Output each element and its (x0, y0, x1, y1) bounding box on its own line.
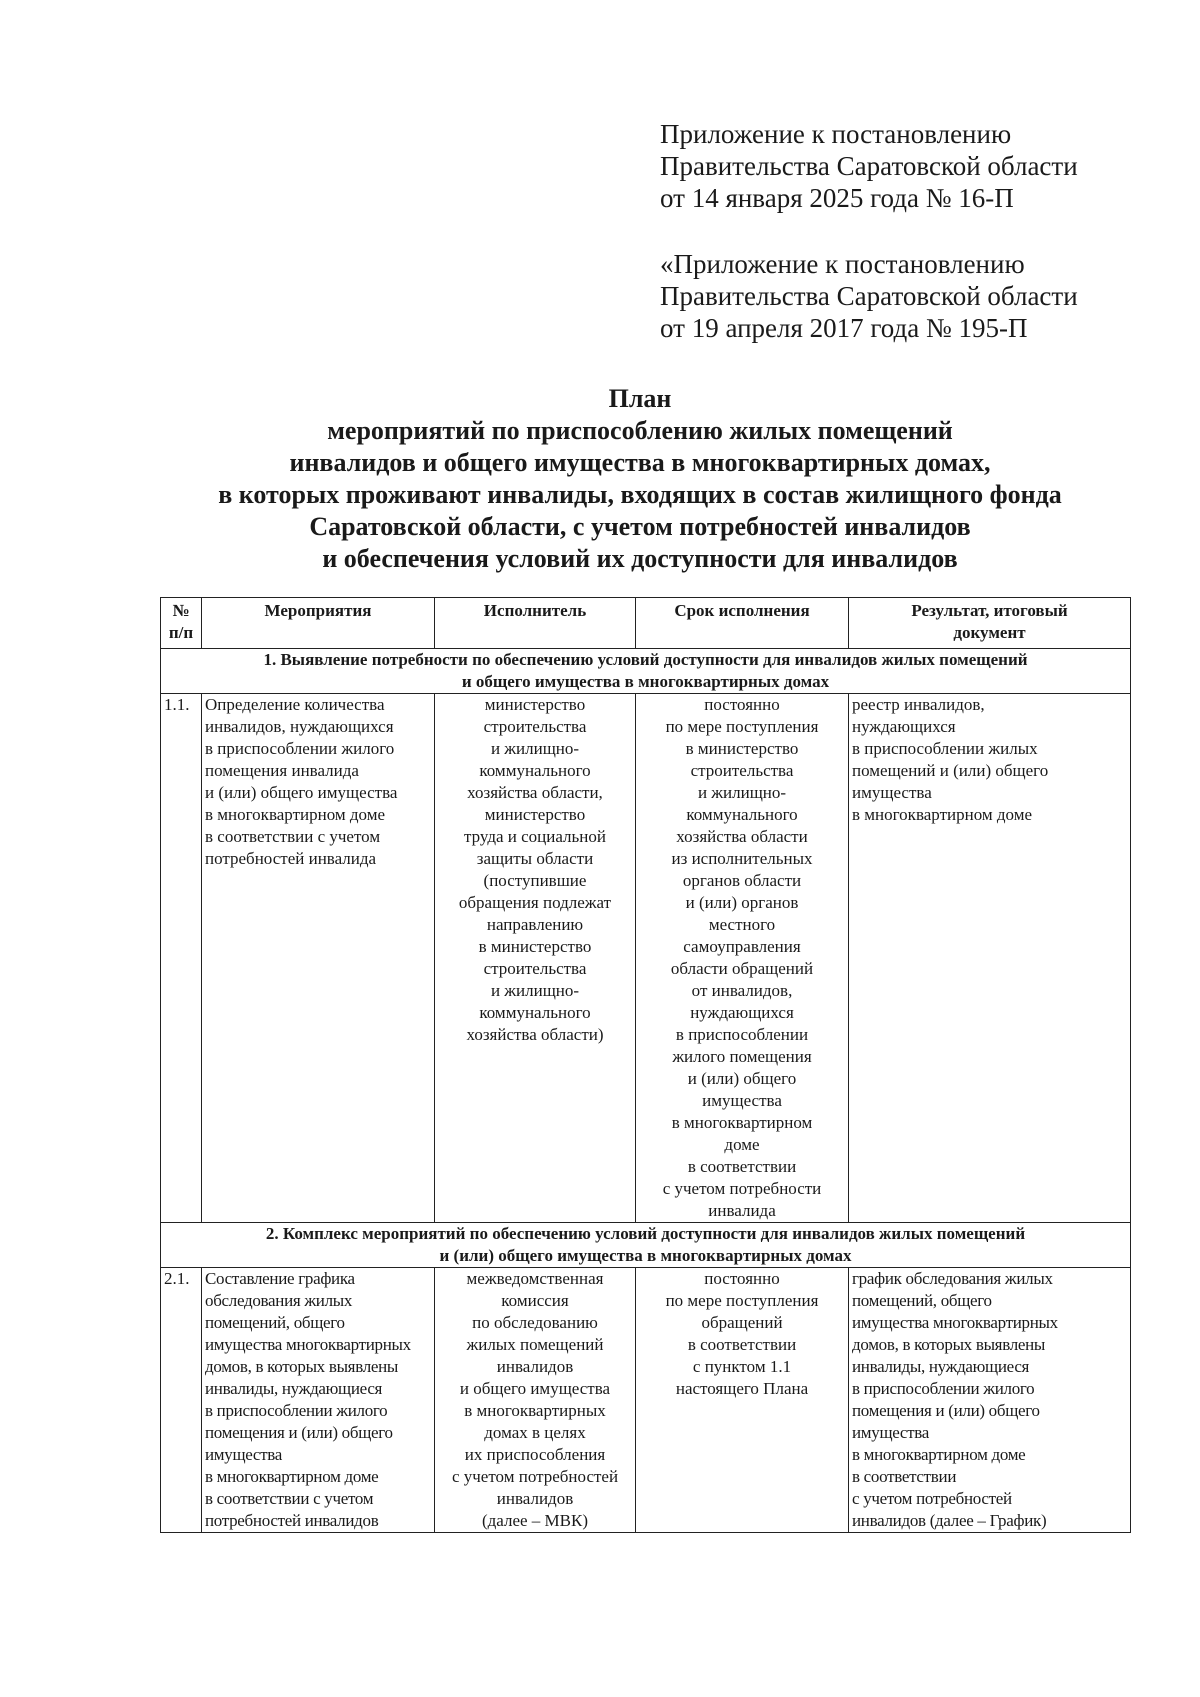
text-line: строительства (483, 717, 587, 736)
text-line: потребностей инвалида (205, 849, 377, 868)
text-line: органов области (682, 871, 802, 890)
text-line: План (608, 384, 672, 413)
text-line: помещения и (или) общего (205, 1423, 393, 1442)
text-line: обращений (701, 1313, 783, 1332)
text-line: из исполнительных (671, 849, 813, 868)
header-activity (202, 598, 435, 649)
text-line: инвалидов (496, 1489, 574, 1508)
text-line: домов, в которых выявлены (852, 1335, 1046, 1354)
text-line: с учетом потребности (662, 1179, 822, 1198)
text-line: помещения и (или) общего (852, 1401, 1040, 1420)
text-line: по мере поступления (665, 717, 819, 736)
text-line: в соответствии (687, 1335, 797, 1354)
text-line: по мере поступления (665, 1291, 819, 1310)
text-line: обследования жилых (205, 1291, 353, 1310)
text-line: коммунального (686, 805, 798, 824)
text-line: в министерство (685, 739, 799, 758)
executor-cell (435, 694, 636, 1223)
text-line: в соответствии с учетом (205, 1489, 374, 1508)
text-line: в соответствии с учетом (205, 827, 381, 846)
text-line: № (172, 601, 190, 620)
text-line: в многоквартирных (464, 1401, 606, 1420)
text-line: хозяйства области (676, 827, 808, 846)
text-line: по обследованию (472, 1313, 598, 1332)
text-line: в приспособлении жилых (852, 739, 1038, 758)
text-line: постоянно (704, 1269, 780, 1288)
text-line: жилого помещения (672, 1047, 812, 1066)
text-line: помещений и (или) общего (852, 761, 1049, 780)
text-line: с пунктом 1.1 (692, 1357, 792, 1376)
text-line: и жилищно- (490, 739, 580, 758)
appendix-header-current (660, 118, 1180, 214)
text-line: области обращений (670, 959, 814, 978)
text-line: их приспособления (464, 1445, 606, 1464)
header-num (161, 598, 202, 649)
activity-cell (202, 694, 435, 1223)
text-line: 1. Выявление потребности по обеспечению условий доступности для инвалидов жилых помещений (263, 650, 1028, 669)
text-line: нуждающихся (852, 717, 956, 736)
table-row (161, 1268, 1131, 1533)
section-2-heading (161, 1223, 1131, 1268)
text-line: (далее – МВК) (481, 1511, 589, 1530)
text-line: настоящего Плана (675, 1379, 809, 1398)
row-number: 1.1. (161, 694, 202, 1223)
text-line: п/п (168, 623, 194, 642)
text-line: инвалиды, нуждающиеся (852, 1357, 1030, 1376)
text-line: строительства (690, 761, 794, 780)
text-line: с учетом потребностей (451, 1467, 619, 1486)
text-line: Исполнитель (483, 601, 587, 620)
text-line: направлению (486, 915, 584, 934)
text-line: обращения подлежат (458, 893, 612, 912)
text-line: жилых помещений (466, 1335, 604, 1354)
text-line: министерство (484, 805, 586, 824)
text-line: комиссия (501, 1291, 569, 1310)
text-line: инвалидов, нуждающихся (205, 717, 394, 736)
document-title (140, 383, 1140, 575)
text-line: имущества (852, 783, 932, 802)
text-line: инвалидов (далее – График) (852, 1511, 1047, 1530)
text-line: постоянно (704, 695, 780, 714)
text-line: местного (708, 915, 776, 934)
text-line: имущества (205, 1445, 283, 1464)
text-line: министерство (484, 695, 586, 714)
table-header-row (161, 598, 1131, 649)
text-line: Составление графика (205, 1269, 355, 1288)
text-line: в многоквартирном (671, 1113, 813, 1132)
text-line: Определение количества (205, 695, 385, 714)
section-row (161, 1223, 1131, 1268)
text-line: Результат, итоговый (911, 601, 1068, 620)
deadline-cell (636, 1268, 849, 1533)
text-line: инвалида (708, 1201, 776, 1220)
appendix-header-original (660, 248, 1180, 344)
text-line: коммунального (479, 1003, 591, 1022)
text-line: и общего имущества в многоквартирных домах (461, 672, 830, 691)
text-line: домах в целях (484, 1423, 586, 1442)
deadline-cell (636, 694, 849, 1223)
result-cell (849, 1268, 1131, 1533)
text-line: в соответствии (687, 1157, 797, 1176)
text-line: имущества (702, 1091, 782, 1110)
text-line: и жилищно- (697, 783, 787, 802)
text-line: потребностей инвалидов (205, 1511, 379, 1530)
result-cell (849, 694, 1131, 1223)
text-line: инвалиды, нуждающиеся (205, 1379, 383, 1398)
text-line: Мероприятия (264, 601, 372, 620)
text-line: хозяйства области) (466, 1025, 604, 1044)
text-line: в многоквартирном доме (852, 805, 1033, 824)
text-line: и (или) общего (687, 1069, 797, 1088)
text-line: Приложение к постановлению (660, 119, 1012, 149)
text-line: инвалидов (496, 1357, 574, 1376)
text-line: график обследования жилых (852, 1269, 1053, 1288)
text-line: домов, в которых выявлены (205, 1357, 399, 1376)
header-deadline (636, 598, 849, 649)
text-line: документ (953, 623, 1026, 642)
text-line: и (или) органов (685, 893, 799, 912)
text-line: имущества многоквартирных (852, 1313, 1058, 1332)
text-line: Правительства Саратовской области (660, 281, 1078, 311)
text-line: в многоквартирном доме (205, 805, 386, 824)
text-line: в соответствии (852, 1467, 957, 1486)
header-executor (435, 598, 636, 649)
text-line: коммунального (479, 761, 591, 780)
text-line: в которых проживают инвалиды, входящих в состав жилищного фонда (218, 480, 1062, 509)
text-line: доме (724, 1135, 760, 1154)
section-row (161, 649, 1131, 694)
plan-table (160, 597, 1131, 1533)
text-line: помещения инвалида (205, 761, 359, 780)
text-line: и обеспечения условий их доступности для инвалидов (322, 544, 958, 573)
text-line: строительства (483, 959, 587, 978)
text-line: мероприятий по приспособлению жилых помещений (327, 416, 953, 445)
text-line: Саратовской области, с учетом потребностей инвалидов (309, 512, 971, 541)
text-line: помещений, общего (205, 1313, 345, 1332)
header-result (849, 598, 1131, 649)
text-line: и жилищно- (490, 981, 580, 1000)
text-line: инвалидов и общего имущества в многоквартирных домах, (289, 448, 991, 477)
text-line: в многоквартирном доме (852, 1445, 1026, 1464)
text-line: и общего имущества (459, 1379, 611, 1398)
activity-cell (202, 1268, 435, 1533)
row-number: 2.1. (161, 1268, 202, 1533)
text-line: труда и социальной (463, 827, 606, 846)
executor-cell (435, 1268, 636, 1533)
text-line: Правительства Саратовской области (660, 151, 1078, 181)
section-1-heading (161, 649, 1131, 694)
text-line: от 14 января 2025 года № 16-П (660, 183, 1014, 213)
text-line: и (или) общего имущества (205, 783, 398, 802)
text-line: нуждающихся (690, 1003, 794, 1022)
text-line: и (или) общего имущества в многоквартирных домах (439, 1246, 852, 1265)
text-line: в приспособлении жилого (205, 739, 395, 758)
text-line: защиты области (476, 849, 594, 868)
text-line: Срок исполнения (674, 601, 810, 620)
text-line: имущества многоквартирных (205, 1335, 411, 1354)
text-line: помещений, общего (852, 1291, 992, 1310)
text-line: в приспособлении жилого (205, 1401, 388, 1420)
text-line: 2. Комплекс мероприятий по обеспечению условий доступности для инвалидов жилых помещений (265, 1224, 1026, 1243)
text-line: в многоквартирном доме (205, 1467, 379, 1486)
text-line: с учетом потребностей (852, 1489, 1012, 1508)
text-line: в приспособлении (675, 1025, 809, 1044)
table-row (161, 694, 1131, 1223)
text-line: в министерство (478, 937, 592, 956)
text-line: в приспособлении жилого (852, 1379, 1035, 1398)
text-line: реестр инвалидов, (852, 695, 985, 714)
text-line: «Приложение к постановлению (660, 249, 1025, 279)
text-line: самоуправления (683, 937, 801, 956)
text-line: хозяйства области, (467, 783, 603, 802)
text-line: межведомственная (466, 1269, 604, 1288)
text-line: (поступившие (483, 871, 587, 890)
text-line: от 19 апреля 2017 года № 195-П (660, 313, 1028, 343)
text-line: от инвалидов, (691, 981, 793, 1000)
text-line: имущества (852, 1423, 930, 1442)
